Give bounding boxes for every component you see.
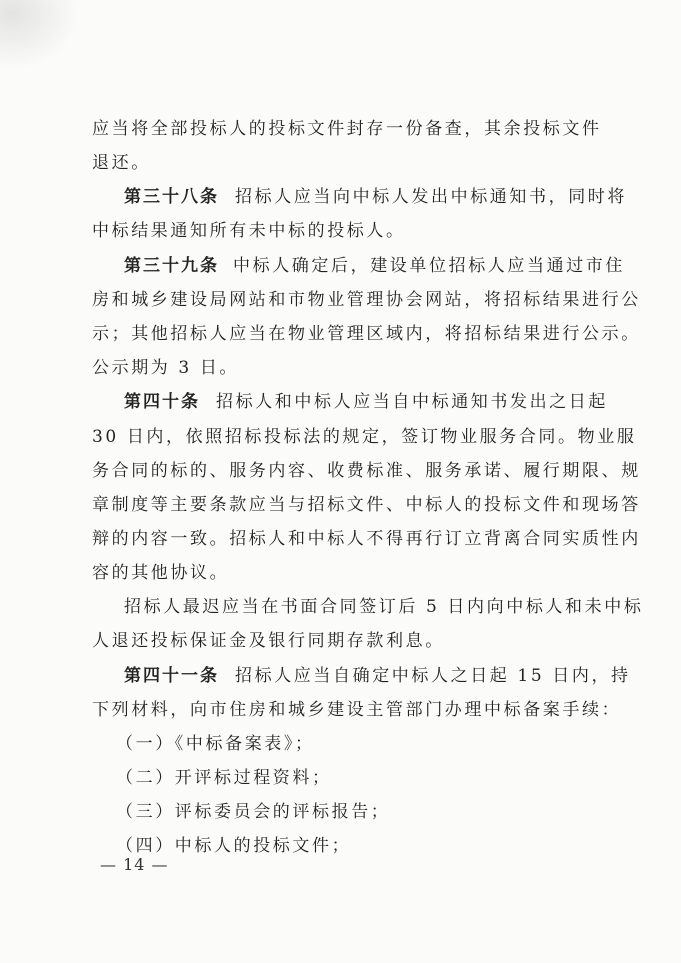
text-line <box>124 391 608 413</box>
text-line: 辩的内容一致。招标人和中标人不得再行订立背离合同实质性内 <box>92 529 641 549</box>
text-line: 人退还投标保证金及银行同期存款利息。 <box>92 631 445 651</box>
article-41-text: 招标人应当自确定中标人之日起 15 日内，持 <box>235 666 631 686</box>
article-40-text: 招标人和中标人应当自中标通知书发出之日起 <box>216 392 608 412</box>
text-line: 公示期为 3 日。 <box>92 358 240 378</box>
text-line <box>124 255 625 277</box>
text-line: 招标人最迟应当在书面合同签订后 5 日内向中标人和未中标 <box>124 597 644 617</box>
text-line: 退还。 <box>92 153 151 173</box>
text-line: 章制度等主要条款应当与招标文件、中标人的投标文件和现场答 <box>92 495 641 515</box>
article-39-heading: 第三十九条 <box>124 256 219 276</box>
list-item: （四）中标人的投标文件； <box>116 836 352 856</box>
article-41-heading: 第四十一条 <box>124 666 219 686</box>
article-38-text: 招标人应当向中标人发出中标通知书，同时将 <box>235 187 627 207</box>
text-line: 务合同的标的、服务内容、收费标准、服务承诺、履行期限、规 <box>92 461 641 481</box>
text-line <box>124 186 627 208</box>
text-line: 下列材料，向市住房和城乡建设主管部门办理中标备案手续： <box>92 700 622 720</box>
list-item: （一）《中标备案表》； <box>116 734 315 754</box>
article-38-heading: 第三十八条 <box>124 187 219 207</box>
list-item: （二）开评标过程资料； <box>116 768 332 788</box>
text-line: 中标结果通知所有未中标的投标人。 <box>92 221 406 241</box>
page-number: — 14 — <box>100 855 169 874</box>
text-line <box>124 665 631 687</box>
text-line: 示；其他招标人应当在物业管理区域内，将招标结果进行公示。 <box>92 324 641 344</box>
article-39-text: 中标人确定后，建设单位招标人应当通过市住 <box>233 256 625 276</box>
text-line: 房和城乡建设局网站和市物业管理协会网站，将招标结果进行公 <box>92 290 641 310</box>
list-item: （三）评标委员会的评标报告； <box>116 802 391 822</box>
text-line: 30 日内，依照招标投标法的规定，签订物业服务合同。物业服 <box>92 427 637 447</box>
text-line: 应当将全部投标人的投标文件封存一份备查，其余投标文件 <box>92 119 602 139</box>
article-40-heading: 第四十条 <box>124 392 200 412</box>
text-line: 容的其他协议。 <box>92 563 230 583</box>
scan-smudge <box>0 0 80 70</box>
